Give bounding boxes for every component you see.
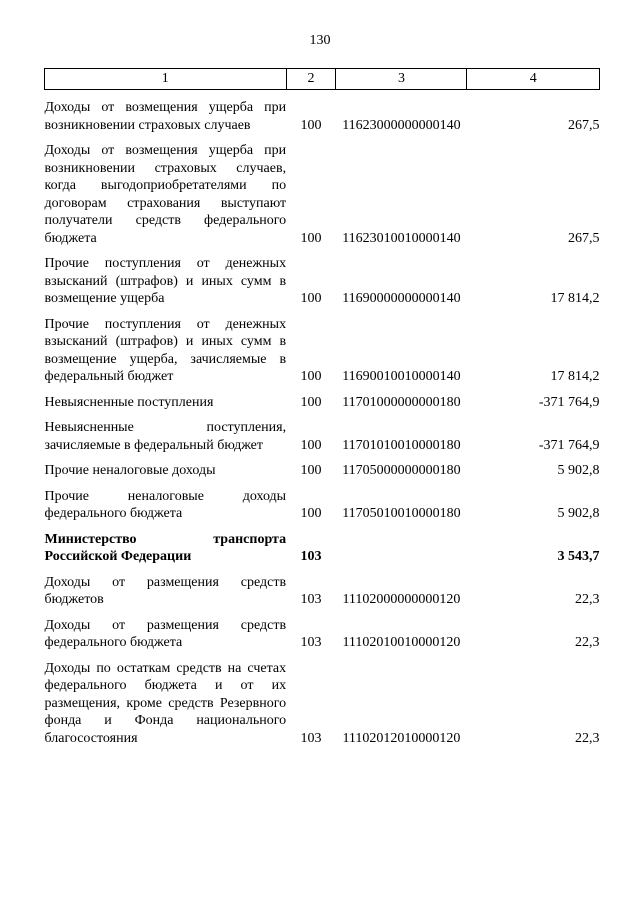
row-amount: 17 814,2 — [550, 291, 600, 306]
row-kbk: 11690000000000140 — [342, 291, 461, 306]
page-number: 130 — [309, 33, 331, 48]
row-amount: 22,3 — [575, 635, 600, 650]
table-row — [45, 308, 600, 386]
row-amount: 22,3 — [575, 592, 600, 607]
ministry-row — [45, 523, 600, 566]
row-name: Доходы от размещения средств бюджетов — [44, 574, 287, 607]
row-admin-code: 100 — [300, 506, 322, 521]
row-kbk: 11705000000000180 — [342, 463, 461, 478]
row-amount: -371 764,9 — [538, 437, 600, 453]
row-amount: 22,3 — [575, 730, 600, 746]
row-name: Прочие неналоговые доходы федерального бюджета — [44, 488, 287, 521]
table-row — [45, 411, 600, 454]
row-name: Невыясненные поступления, зачисляемые в федеральный бюджет — [44, 420, 287, 453]
table-row — [45, 609, 600, 652]
header-col-4: 4 — [467, 69, 600, 90]
row-amount: 267,5 — [568, 230, 600, 246]
table-row — [45, 386, 600, 412]
ministry-amount: 3 543,7 — [557, 549, 600, 564]
row-admin-code: 100 — [300, 117, 322, 133]
table-row — [45, 652, 600, 748]
row-name: Доходы по остаткам средств на счетах федерального бюджета и от их размещения, кроме средств Резервного фонда и Фонда национального благосостояния — [44, 660, 287, 746]
row-admin-code: 100 — [300, 394, 322, 410]
row-admin-code: 103 — [300, 730, 322, 746]
row-name: Невыясненные поступления — [44, 394, 214, 410]
table-row — [45, 90, 600, 135]
row-amount: 5 902,8 — [557, 463, 600, 478]
row-kbk: 11102012010000120 — [342, 730, 461, 746]
row-kbk: 11701010010000180 — [342, 437, 461, 453]
table-row — [45, 134, 600, 247]
row-amount: 267,5 — [568, 117, 600, 133]
row-kbk: 11690010010000140 — [342, 369, 461, 384]
row-amount: 17 814,2 — [550, 369, 600, 384]
ministry-kbk — [336, 523, 467, 566]
row-admin-code: 103 — [300, 592, 322, 607]
ministry-name: Министерство транспорта Российской Федерации — [44, 531, 287, 564]
budget-revenue-table — [44, 68, 600, 747]
row-name: Прочие поступления от денежных взысканий (штрафов) и иных сумм в возмещение ущерба, зачисляемые в федеральный бюджет — [44, 316, 287, 384]
row-admin-code: 100 — [300, 437, 322, 453]
ministry-admin-code: 103 — [300, 549, 322, 564]
row-kbk: 11102000000000120 — [342, 592, 461, 607]
header-row — [45, 69, 600, 90]
row-admin-code: 100 — [300, 291, 322, 306]
table-row — [45, 480, 600, 523]
header-col-3: 3 — [336, 69, 467, 90]
table-row — [45, 454, 600, 480]
header-col-2: 2 — [286, 69, 336, 90]
table-row — [45, 247, 600, 308]
row-name: Доходы от размещения средств федерального бюджета — [44, 617, 287, 650]
row-kbk: 11705010010000180 — [342, 506, 461, 521]
row-admin-code: 100 — [300, 230, 322, 246]
row-amount: -371 764,9 — [538, 394, 600, 410]
row-kbk: 11623010010000140 — [342, 230, 461, 246]
row-name: Доходы от возмещения ущерба при возникновении страховых случаев — [44, 100, 287, 133]
row-admin-code: 100 — [300, 369, 322, 384]
row-name: Прочие поступления от денежных взысканий (штрафов) и иных сумм в возмещение ущерба — [44, 256, 287, 306]
row-amount: 5 902,8 — [557, 506, 600, 521]
row-name: Прочие неналоговые доходы — [44, 463, 216, 478]
header-col-1: 1 — [45, 69, 287, 90]
table-row — [45, 566, 600, 609]
row-kbk: 11623000000000140 — [342, 117, 461, 133]
row-admin-code: 103 — [300, 635, 322, 650]
row-kbk: 11701000000000180 — [342, 394, 461, 410]
row-admin-code: 100 — [300, 463, 322, 478]
row-name: Доходы от возмещения ущерба при возникновении страховых случаев, когда выгодоприобретателями по договорам страхования выступают получатели средств федерального бюджета — [44, 143, 287, 246]
row-kbk: 11102010010000120 — [342, 635, 461, 650]
